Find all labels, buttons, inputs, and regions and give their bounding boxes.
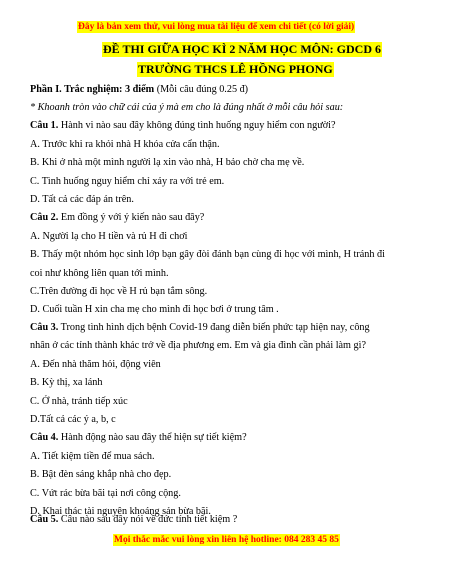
- question-5: [30, 513, 237, 526]
- question-label: Câu 5.: [30, 514, 59, 525]
- question-4-option-d: D. Khai thác tài nguyên khoáng sản bừa bãi.: [30, 506, 211, 517]
- question-4-option-a: A. Tiết kiệm tiền để mua sách.: [30, 451, 155, 462]
- preview-notice-banner: Đây là bản xem thử, vui lòng mua tài liệu để xem chi tiết (có lời giải): [78, 22, 355, 32]
- question-1-option-c: C. Tình huống nguy hiểm chỉ xảy ra với trẻ em.: [30, 176, 225, 187]
- question-1: [30, 119, 335, 132]
- section-heading-title: Phần I. Trắc nghiệm: 3 điểm: [30, 84, 155, 95]
- question-3-option-d: D.Tất cả các ý a, b, c: [30, 414, 116, 425]
- section-heading: [30, 83, 248, 96]
- section-instruction: * Khoanh tròn vào chữ cái của ý mà em cho là đúng nhất ở mỗi câu hỏi sau:: [30, 102, 344, 113]
- school-name: TRƯỜNG THCS LÊ HỒNG PHONG: [138, 62, 333, 76]
- question-label: Câu 4.: [30, 432, 59, 443]
- question-2-option-b-continued: coi như không liên quan tới mình.: [30, 268, 169, 279]
- question-text: Hành động nào sau đây thể hiện sự tiết kiệm?: [58, 432, 247, 443]
- question-label: Câu 1.: [30, 120, 59, 131]
- question-3-option-b: B. Kỳ thị, xa lánh: [30, 377, 103, 388]
- question-2-option-c: C.Trên đường đi học về H rủ bạn tắm sông.: [30, 286, 208, 297]
- question-2: [30, 211, 204, 224]
- question-text: Em đồng ý với ý kiến nào sau đây?: [58, 212, 205, 223]
- question-4: [30, 431, 247, 444]
- question-2-option-d: D. Cuối tuần H xin cha mẹ cho mình đi học bơi ở trung tâm .: [30, 304, 279, 315]
- question-1-option-a: A. Trước khi ra khỏi nhà H khóa cửa cẩn thận.: [30, 139, 220, 150]
- question-text: Hành vi nào sau đây không đúng tình huống nguy hiểm con người?: [58, 120, 336, 131]
- exam-title: ĐỀ THI GIỮA HỌC KÌ 2 NĂM HỌC MÔN: GDCD 6: [103, 42, 382, 56]
- question-3-text-continued: nhân ở các tỉnh thành khác trở về địa phương em. Em và gia đình cần phải làm gì?: [30, 340, 366, 351]
- question-2-option-b: B. Thấy một nhóm học sinh lớp bạn gây đòi đánh bạn cùng đi học với mình, H tránh đi: [30, 249, 385, 260]
- question-label: Câu 2.: [30, 212, 59, 223]
- question-3: [30, 321, 370, 334]
- hotline-notice-banner: Mọi thắc mắc vui lòng xin liên hệ hotline: 084 283 45 85: [114, 535, 339, 545]
- question-text: Câu nào sau đây nói về đức tính tiết kiệm ?: [58, 514, 238, 525]
- question-3-option-a: A. Đến nhà thăm hỏi, động viên: [30, 359, 161, 370]
- question-2-option-a: A. Người lạ cho H tiền và rủ H đi chơi: [30, 231, 188, 242]
- section-heading-points: (Mỗi câu đúng 0.25 đ): [154, 84, 249, 95]
- question-1-option-b: B. Khi ở nhà một mình người lạ xin vào nhà, H bảo chờ cha mẹ về.: [30, 157, 305, 168]
- question-3-option-c: C. Ở nhà, tránh tiếp xúc: [30, 396, 128, 407]
- question-1-option-d: D. Tất cả các đáp án trên.: [30, 194, 134, 205]
- question-label: Câu 3.: [30, 322, 59, 333]
- question-4-option-b: B. Bật đèn sáng khắp nhà cho đẹp.: [30, 469, 172, 480]
- question-text: Trong tình hình dịch bệnh Covid-19 đang diễn biến phức tạp hiện nay, công: [58, 322, 370, 333]
- question-4-option-c: C. Vứt rác bừa bãi tại nơi công cộng.: [30, 488, 181, 499]
